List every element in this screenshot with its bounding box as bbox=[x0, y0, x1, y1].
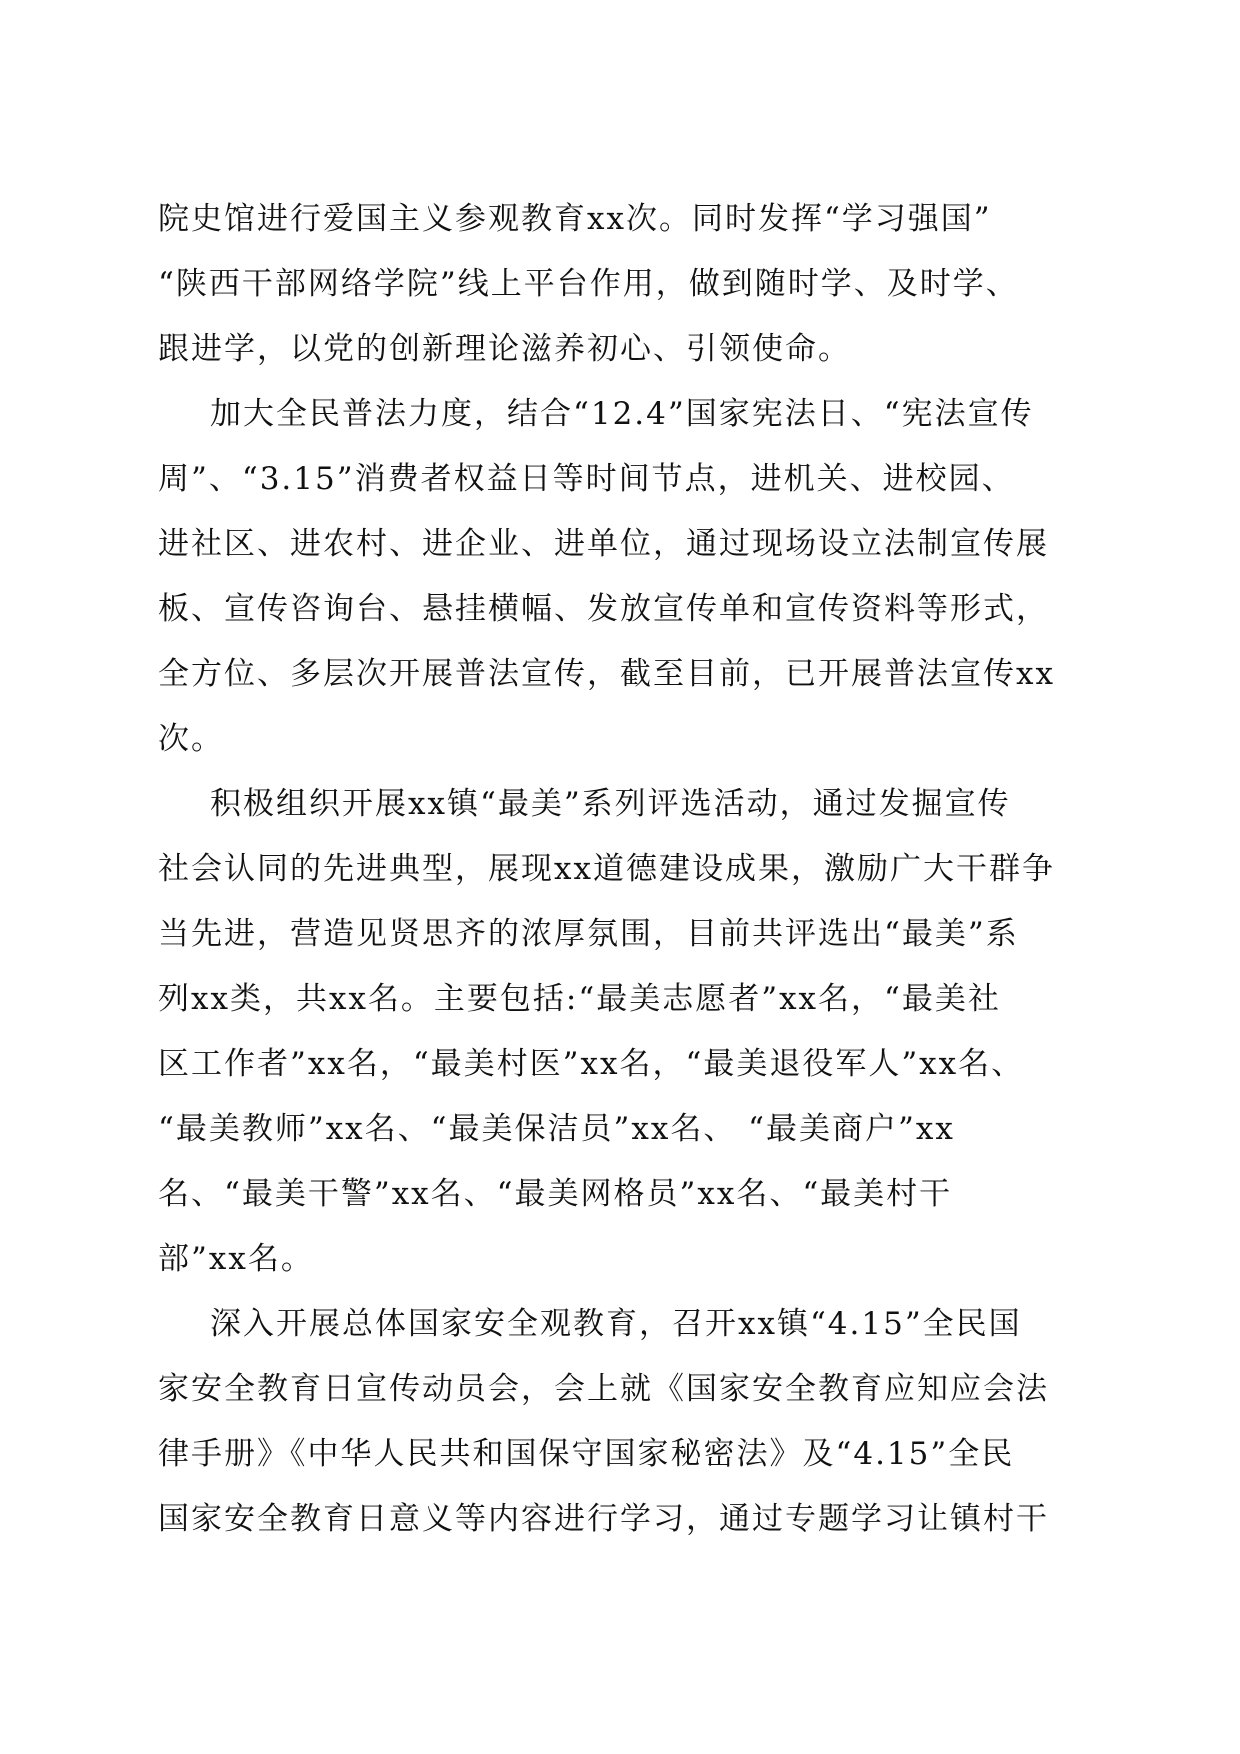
paragraph-line: 名、“最美干警”xx名、“最美网格员”xx名、“最美村干 bbox=[158, 1176, 953, 1212]
paragraph-line: 跟进学，以党的创新理论滋养初心、引领使命。 bbox=[158, 331, 851, 367]
paragraph-line: 社会认同的先进典型，展现xx道德建设成果，激励广大干群争 bbox=[158, 851, 1055, 887]
paragraph-line: 部”xx名。 bbox=[158, 1241, 314, 1277]
paragraph-line: 全方位、多层次开展普法宣传，截至目前，已开展普法宣传xx bbox=[158, 656, 1055, 692]
paragraph-line: 国家安全教育日意义等内容进行学习，通过专题学习让镇村干 bbox=[158, 1501, 1049, 1537]
paragraph-line: 区工作者”xx名，“最美村医”xx名，“最美退役军人”xx名、 bbox=[158, 1046, 1025, 1082]
paragraph-line: 当先进，营造见贤思齐的浓厚氛围，目前共评选出“最美”系 bbox=[158, 916, 1019, 952]
paragraph-first-line: 深入开展总体国家安全观教育，召开xx镇“4.15”全民国 bbox=[210, 1306, 1022, 1342]
paragraph-line: 院史馆进行爱国主义参观教育xx次。同时发挥“学习强国” bbox=[158, 201, 992, 237]
paragraph-line: “最美教师”xx名、“最美保洁员”xx名、 “最美商户”xx bbox=[158, 1111, 955, 1147]
paragraph-first-line: 积极组织开展xx镇“最美”系列评选活动，通过发掘宣传 bbox=[210, 786, 1011, 822]
paragraph-line: “陕西干部网络学院”线上平台作用，做到随时学、及时学、 bbox=[158, 266, 1019, 302]
paragraph-line: 家安全教育日宣传动员会，会上就《国家安全教育应知应会法 bbox=[158, 1371, 1049, 1407]
paragraph-line: 列xx类，共xx名。主要包括:“最美志愿者”xx名，“最美社 bbox=[158, 981, 1001, 1017]
paragraph-line: 板、宣传咨询台、悬挂横幅、发放宣传单和宣传资料等形式， bbox=[158, 591, 1049, 627]
paragraph-line: 周”、“3.15”消费者权益日等时间节点，进机关、进校园、 bbox=[158, 461, 1015, 497]
paragraph-line: 次。 bbox=[158, 721, 224, 757]
paragraph-line: 进社区、进农村、进企业、进单位，通过现场设立法制宣传展 bbox=[158, 526, 1049, 562]
paragraph-first-line: 加大全民普法力度，结合“12.4”国家宪法日、“宪法宣传 bbox=[210, 396, 1034, 432]
paragraph-line: 律手册》《中华人民共和国保守国家秘密法》及“4.15”全民 bbox=[158, 1436, 1015, 1472]
